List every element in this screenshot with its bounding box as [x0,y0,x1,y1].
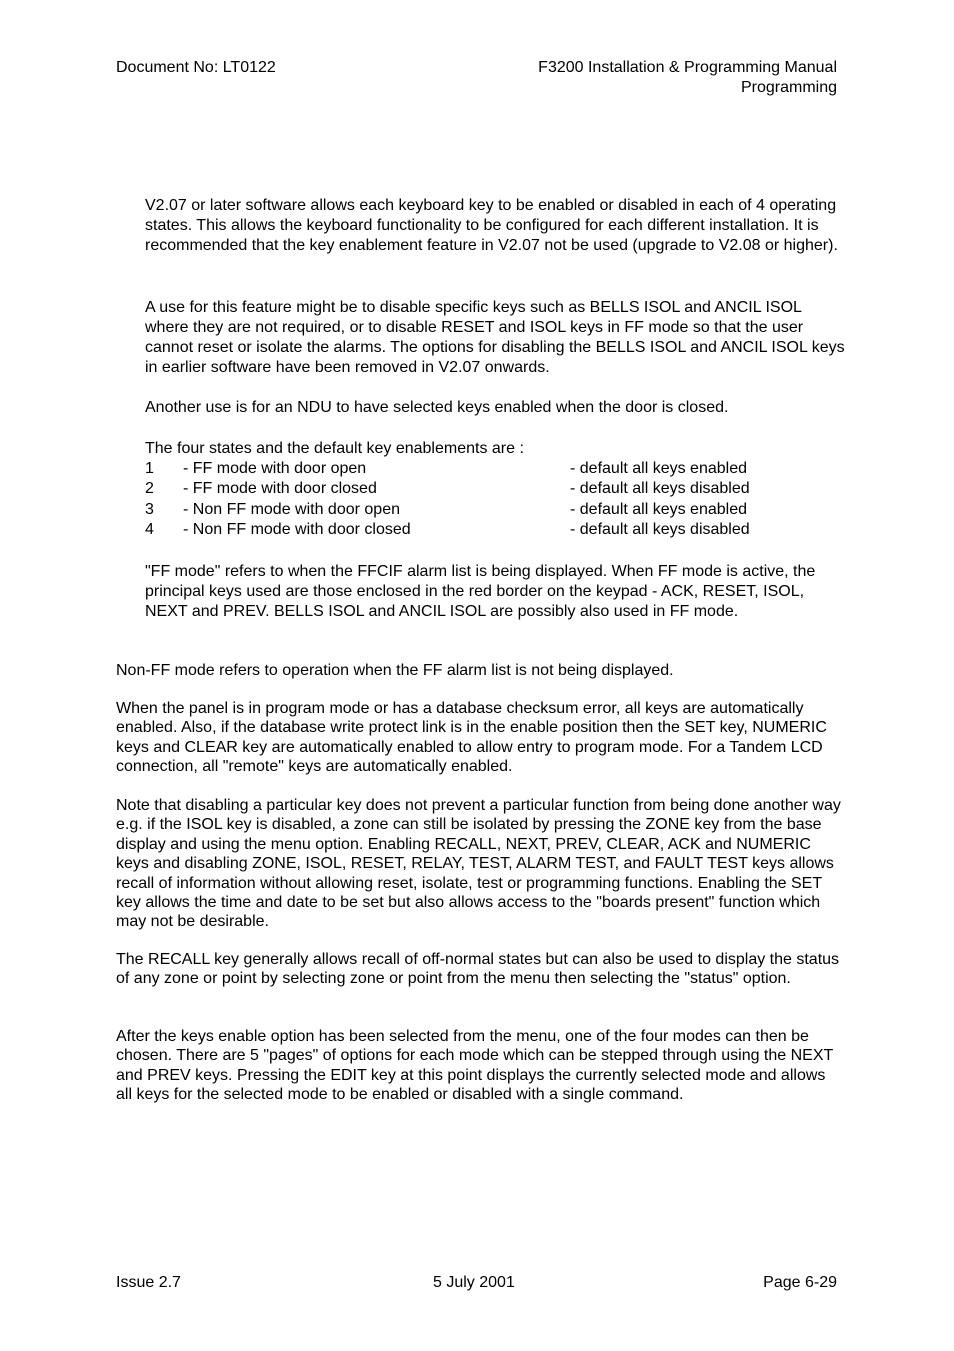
state-description: - FF mode with door open [183,460,367,477]
list-item [145,520,845,540]
state-number: 1 [145,460,154,477]
state-number: 2 [145,480,154,498]
page-header-right [538,58,837,98]
paragraph-keys-enable: After the keys enable option has been selected from the menu, one of the four modes can then be chosen. There are 5 "pages" of options for each mode which can be stepped through using the NEXT and PREV keys. Pressing the EDIT key at this point displays the currently selected mode and allows all keys for the selected mode to be enabled or disabled with a single command. [116,1028,833,1104]
paragraph-non-ff-mode: Non-FF mode refers to operation when the FF alarm list is not being displayed. [116,662,674,679]
state-default: - default all keys enabled [570,460,747,477]
section-title: Programming [740,79,837,96]
state-description: - Non FF mode with door closed [183,520,411,538]
paragraph-use-case: A use for this feature might be to disable specific keys such as BELLS ISOL and ANCIL ISOL where they are not required, or to disable RESET and ISOL keys in FF mode so that the user cannot reset or isolate the alarms. The options for disabling the BELLS ISOL and ANCIL ISOL keys in earlier software have been removed in V2.07 onwards. [145,299,845,376]
paragraph-program-mode: When the panel is in program mode or has a database checksum error, all keys are automatically enabled. Also, if the database write protect link is in the enable position then the SET key, NUMERIC keys and CLEAR key are automatically enabled to allow entry to program mode. For a Tandem LCD connection, all "remote" keys are automatically enabled. [116,700,827,776]
paragraph-disabling-note: Note that disabling a particular key does not prevent a particular function from being done another way e.g. if the ISOL key is disabled, a zone can still be isolated by pressing the ZONE key from the base display and using the menu option. Enabling RECALL, NEXT, PREV, CLEAR, ACK and NUMERIC keys and disabling ZONE, ISOL, RESET, RELAY, TEST, ALARM TEST, and FAULT TEST keys allows recall of information without allowing reset, isolate, test or programming functions. Enabling the SET key allows the time and date to be set but also allows access to the "boards present" function which may not be desirable. [116,797,841,931]
list-item [145,459,845,479]
state-default: - default all keys disabled [570,520,750,538]
state-default: - default all keys enabled [570,500,747,518]
paragraph-ndu-use: Another use is for an NDU to have selected keys enabled when the door is closed. [145,399,729,416]
manual-title: F3200 Installation & Programming Manual [538,59,837,76]
state-description: - Non FF mode with door open [183,500,400,518]
list-item [145,479,845,499]
paragraph-intro: V2.07 or later software allows each keyboard key to be enabled or disabled in each of 4 operating states. This allows the keyboard functionality to be configured for each different installation. It is recommended that the key enablement feature in V2.07 not be used (upgrade to V2.08 or higher). [145,197,838,254]
document-number: Document No: LT0122 [116,59,276,76]
state-number: 3 [145,500,154,518]
paragraph-ff-mode: "FF mode" refers to when the FFCIF alarm list is being displayed. When FF mode is active, the principal keys used are those enclosed in the red border on the keypad - ACK, RESET, ISOL, NEXT and PREV. BELLS ISOL and ANCIL ISOL are possibly also used in FF mode. [145,563,816,620]
issue-number: Issue 2.7 [116,1274,181,1291]
issue-date: 5 July 2001 [433,1274,515,1291]
states-list [145,459,845,540]
list-item [145,500,845,520]
states-intro: The four states and the default key enablements are : [145,440,524,457]
state-default: - default all keys disabled [570,480,750,498]
state-description: - FF mode with door closed [183,480,377,498]
paragraph-recall-key: The RECALL key generally allows recall of off-normal states but can also be used to display the status of any zone or point by selecting zone or point from the menu then selecting the "status" option. [116,951,840,988]
page-number: Page 6-29 [763,1274,837,1291]
state-number: 4 [145,520,154,538]
